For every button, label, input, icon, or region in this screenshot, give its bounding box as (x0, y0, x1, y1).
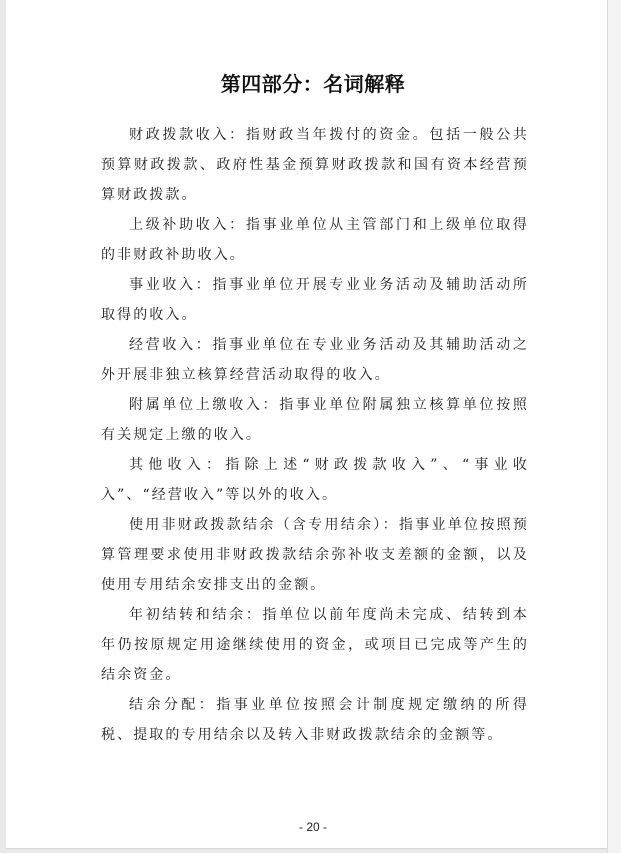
definition-paragraph: 年初结转和结余：指单位以前年度尚未完成、结转到本年仍按原规定用途继续使用的资金，或项目已完成等产生的结余资金。 (101, 607, 529, 683)
document-page (6, 0, 608, 849)
definition-paragraph: 上级补助收入：指事业单位从主管部门和上级单位取得的非财政补助收入。 (101, 217, 529, 263)
definition-paragraph: 结余分配：指事业单位按照会计制度规定缴纳的所得税、提取的专用结余以及转入非财政拨款结余的金额等。 (101, 697, 529, 743)
definition-paragraph: 其他收入：指除上述“财政拨款收入”、“事业收入”、“经营收入”等以外的收入。 (101, 457, 529, 503)
vertical-scrollbar[interactable] (607, 0, 621, 853)
definition-paragraph: 使用非财政拨款结余（含专用结余）：指事业单位按照预算管理要求使用非财政拨款结余弥补收支差额的金额，以及使用专用结余安排支出的金额。 (101, 517, 529, 593)
definition-paragraph: 经营收入：指事业单位在专业业务活动及其辅助活动之外开展非独立核算经营活动取得的收入。 (101, 337, 529, 383)
definition-paragraph: 附属单位上缴收入：指事业单位附属独立核算单位按照有关规定上缴的收入。 (101, 397, 529, 443)
page-title: 第四部分：名词解释 (220, 72, 406, 96)
page-number: - 20 - (298, 820, 327, 834)
definitions-body (101, 120, 529, 750)
definition-paragraph: 事业收入：指事业单位开展专业业务活动及辅助活动所取得的收入。 (101, 277, 529, 323)
definition-paragraph: 财政拨款收入：指财政当年拨付的资金。包括一般公共预算财政拨款、政府性基金预算财政拨款和国有资本经营预算财政拨款。 (101, 127, 529, 203)
